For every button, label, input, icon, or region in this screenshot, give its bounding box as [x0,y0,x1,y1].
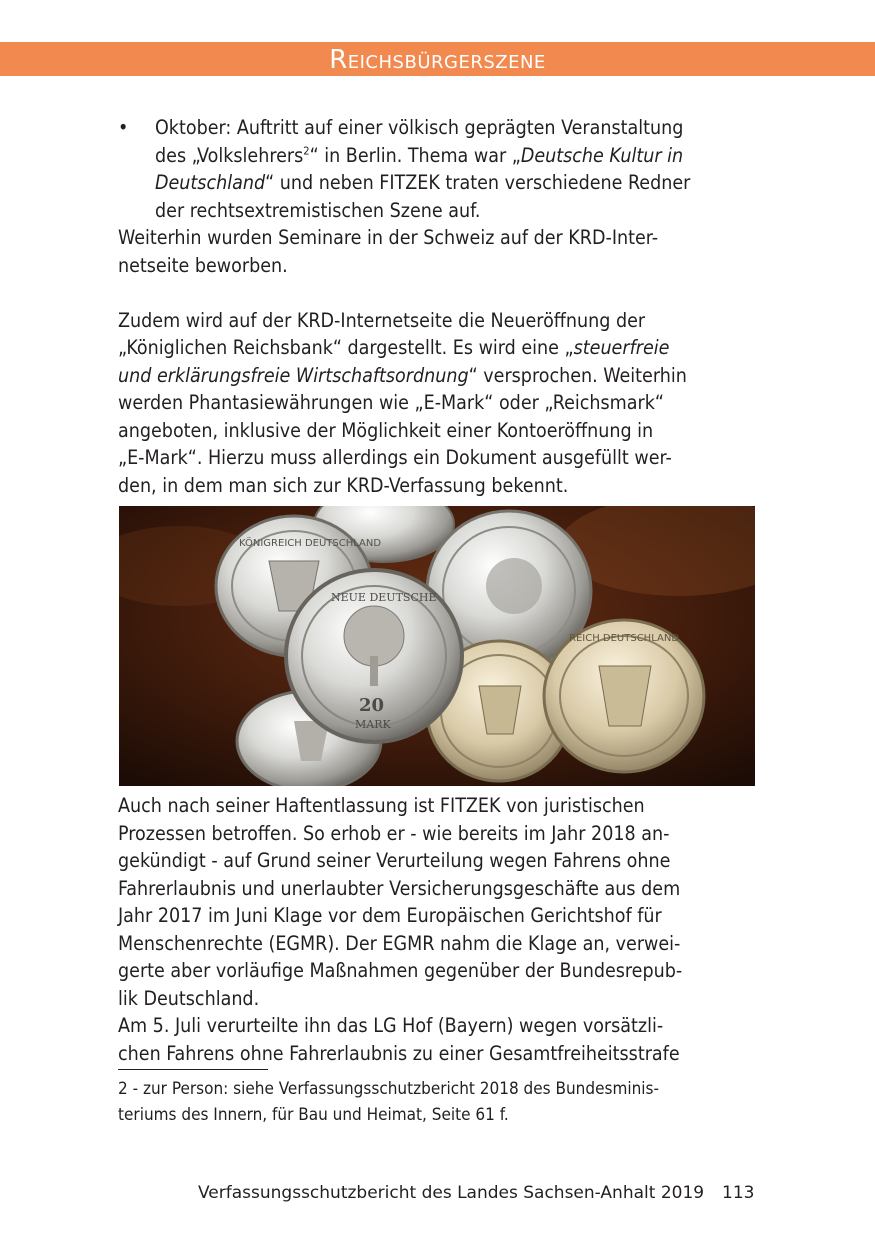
page-footer-title: Verfassungsschutzbericht des Landes Sachsen-Anhalt 2019 [198,1183,705,1203]
text-line: Am 5. Juli verurteilte ihn das LG Hof (Bayern) wegen vorsätzli- [118,1014,664,1037]
coin-center-20-mark [286,570,462,742]
text-line: werden Phantasiewährungen wie „E-Mark“ oder „Reichsmark“ [118,391,664,414]
italic-run: und erklärungsfreie Wirtschaftsordnung [118,363,469,387]
text-run: „Königlichen Reichsbank“ dargestellt. Es wird eine „ [118,336,574,359]
paragraph-court [118,792,758,1067]
text-line [118,362,758,390]
text-line: Prozessen betroffen. So erhob er - wie bereits im Jahr 2018 an- [118,821,670,845]
text-line: lik Deutschland. [118,986,260,1010]
footnote-ref[interactable]: 2 [303,144,310,157]
paragraph-spacer [118,279,758,307]
text-line: angeboten, inklusive der Möglichkeit einer Kontoeröffnung in [118,418,654,442]
coin-inscription: KÖNIGREICH DEUTSCHLAND [239,538,382,549]
coins-illustration [119,506,755,786]
text-run: des „Volkslehrers [155,143,304,167]
coin-inscription: NEUE DEUTSCHE [331,591,437,604]
coin-right [544,620,704,772]
text-line: „E-Mark“. Hierzu muss allerdings ein Dokument ausgefüllt wer- [118,446,672,469]
text-line: Weiterhin wurden Seminare in der Schweiz auf der KRD-Inter- [118,226,659,249]
bullet-symbol: • [118,116,129,139]
italic-run: Deutschland [155,171,266,194]
coin-value: 20 [359,695,385,716]
text-line: gerte aber vorläufige Maßnahmen gegenüber der Bundesrepub- [118,959,683,982]
text-run: “ und neben FITZEK traten verschiedene Redner [265,171,691,194]
text-run: “ in Berlin. Thema war „ [309,143,521,167]
coins-photo [119,506,755,786]
text-line: der rechtsextremistischen Szene auf. [155,198,481,222]
text-line: Menschenrechte (EGMR). Der EGMR nahm die Klage an, verwei- [118,931,681,955]
text-line: Auch nach seiner Haftentlassung ist FITZEK von juristischen [118,794,645,817]
text-line: den, in dem man sich zur KRD-Verfassung bekennt. [118,473,569,497]
list-item [118,114,758,224]
footnote-divider [118,1069,268,1070]
text-line: Zudem wird auf der KRD-Internetseite die Neueröffnung der [118,308,646,332]
text-run: “ versprochen. Weiterhin [468,363,687,387]
text-line [118,334,758,362]
text-line: netseite beworben. [118,253,288,277]
bullet-list [118,114,758,499]
text-line: Oktober: Auftritt auf einer völkisch geprägten Veranstaltung [155,116,684,139]
coin-inscription: REICH DEUTSCHLAND [569,633,680,644]
italic-run: steuerfreie [573,336,670,359]
text-line [155,169,758,197]
paragraph-reichsbank [118,307,758,500]
footnote-line: teriums des Innern, für Bau und Heimat, Seite 61 f. [118,1105,509,1125]
text-line: Jahr 2017 im Juni Klage vor dem Europäischen Gerichtshof für [118,904,662,927]
chapter-header [0,42,875,76]
chapter-title: Reichsbürgerszene [329,45,546,75]
text-line: Fahrerlaubnis und unerlaubter Versicherungsgeschäfte aus dem [118,876,681,900]
footnote [118,1076,758,1128]
text-line: chen Fahrens ohne Fahrerlaubnis zu einer Gesamtfreiheitsstrafe [118,1041,680,1065]
coin-inscription: MARK [355,718,391,731]
text-line: gekündigt - auf Grund seiner Verurteilung wegen Fahrens ohne [118,849,671,872]
text-line [155,142,758,170]
page-number: 113 [722,1183,755,1203]
italic-run: Deutsche Kultur in [520,143,684,167]
footnote-line: 2 - zur Person: siehe Verfassungsschutzbericht 2018 des Bundesminis- [118,1079,660,1099]
paragraph-seminars [118,224,758,279]
